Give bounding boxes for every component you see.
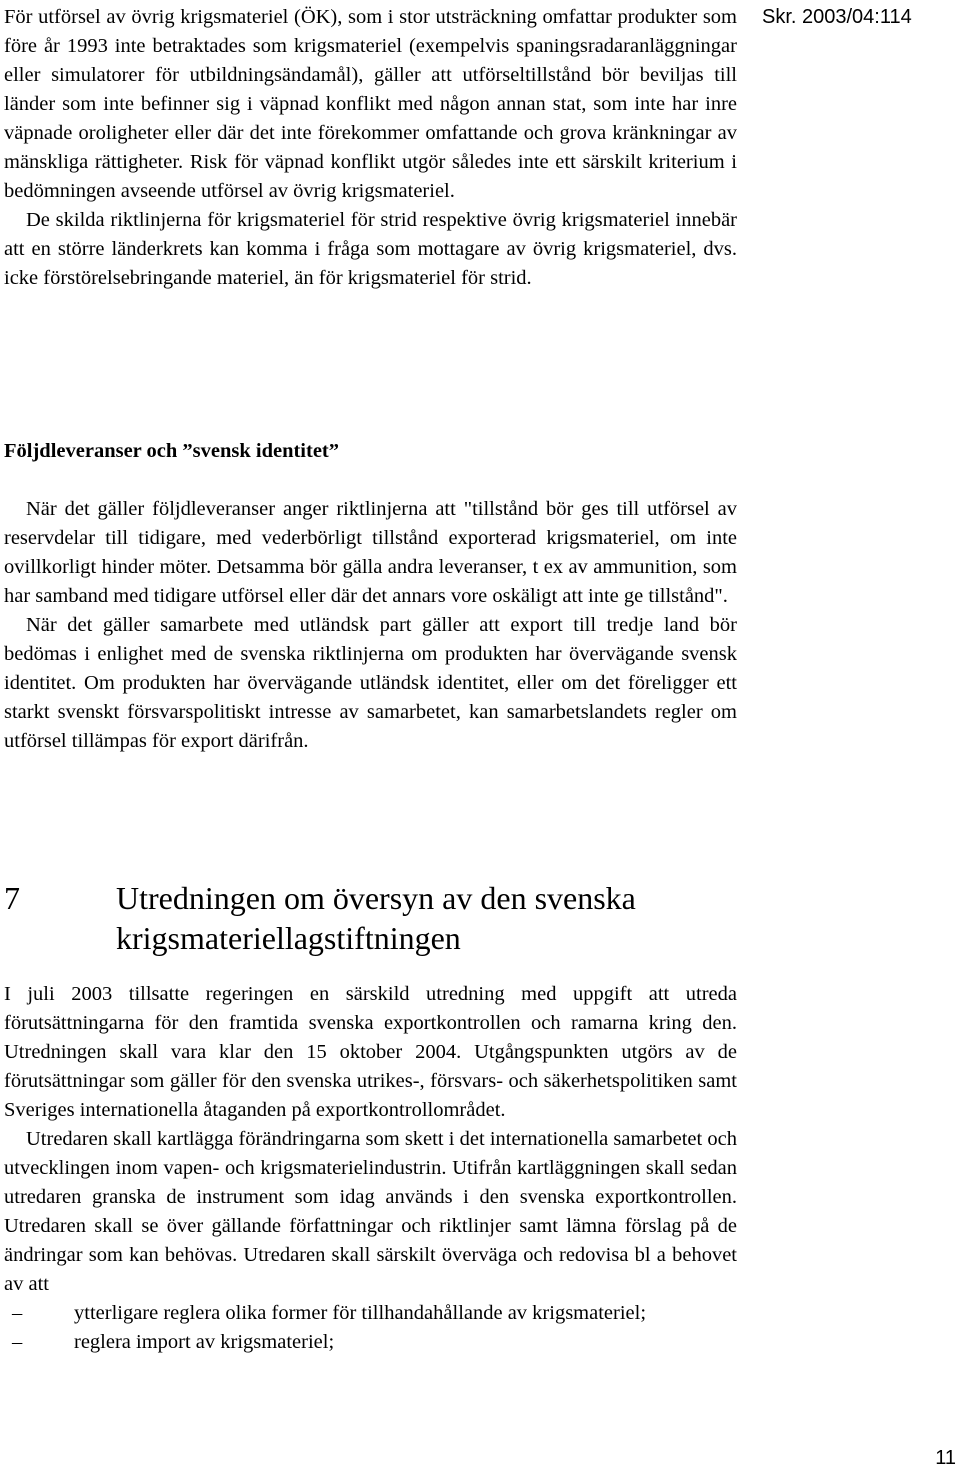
list-item: [4, 1328, 737, 1357]
chapter-number: 7: [4, 880, 20, 916]
section-follow-up-deliveries: [4, 437, 737, 756]
dash-bullet-icon: –: [12, 1302, 23, 1324]
document-reference: Skr. 2003/04:114: [762, 6, 912, 28]
paragraph-ok-criteria: För utförsel av övrig krigsmateriel (ÖK), som i stor utsträckning omfattar produkter som före år 1993 inte betraktades som krigsmateriel (exempelvis spaningsradaranläggningar eller simulatorer för utbildningsändamål), gäller att utförseltillstånd bör beviljas till länder som inte befinner sig i väpnad konflikt med någon annan stat, som inte har inre väpnade oroligheter eller där det inte förekommer omfattande och grova kränkningar av mänskliga rättigheter. Risk för väpnad konflikt utgör således inte ett särskilt kriterium i bedömningen avseende utförsel av övrig krigsmateriel.: [4, 6, 737, 202]
list-item-text: reglera import av krigsmateriel;: [74, 1331, 335, 1353]
chapter-heading: [4, 878, 737, 958]
section-inquiry: [4, 980, 737, 1357]
page-number: 11: [935, 1447, 956, 1469]
section-export-ok: [4, 3, 737, 293]
paragraph-swedish-identity: När det gäller samarbete med utländsk part gäller att export till tredje land bör bedömas i enlighet med de svenska riktlinjerna om produkten har övervägande svensk identitet. Om produkten har övervägande utländsk identitet, eller om det föreligger ett starkt svenskt försvarspolitiskt intresse av samarbetet, kan samarbetslandets regler om utförsel tillämpas för export därifrån.: [4, 614, 737, 752]
task-list: [4, 1299, 737, 1357]
chapter-title: Utredningen om översyn av den svenska krigsmateriellagstiftningen: [116, 880, 636, 956]
list-item-text: ytterligare reglera olika former för tillhandahållande av krigsmateriel;: [74, 1302, 647, 1324]
section-heading: Följdleveranser och ”svensk identitet”: [4, 440, 339, 462]
paragraph-follow-up-deliveries: När det gäller följdleveranser anger riktlinjerna att "tillstånd bör ges till utförsel av reservdelar till tidigare, med vederbörligt tillstånd exporterad krigsmateriel, om inte ovillkorligt hinder möter. Detsamma bör gälla andra leveranser, t ex av ammunition, som har samband med tidigare utförsel eller där det annars vore oskäligt att inte ge tillstånd".: [4, 498, 737, 607]
paragraph-separate-guidelines: De skilda riktlinjerna för krigsmateriel för strid respektive övrig krigsmateriel innebär att en större länderkrets kan komma i fråga som mottagare av övrig krigsmateriel, dvs. icke förstörelsebringande materiel, än för krigsmateriel för strid.: [4, 209, 737, 289]
dash-bullet-icon: –: [12, 1331, 23, 1353]
paragraph-inquiry-tasks: Utredaren skall kartlägga förändringarna som skett i det internationella samarbetet och utvecklingen inom vapen- och krigsmaterielindustrin. Utifrån kartläggningen skall sedan utredaren granska de instrument som idag används i den svenska exportkontrollen. Utredaren skall se över gällande författningar och riktlinjer samt lämna förslag på de ändringar som kan behövas. Utredaren skall särskilt överväga och redovisa bl a behovet av att: [4, 1128, 737, 1295]
list-item: [4, 1299, 737, 1328]
paragraph-inquiry-appointed: I juli 2003 tillsatte regeringen en särskild utredning med uppgift att utreda förutsättningarna för den framtida svenska exportkontrollen och ramarna kring den. Utredningen skall vara klar den 15 oktober 2004. Utgångspunkten utgörs av de förutsättningar som gäller för den svenska utrikes-, försvars- och säkerhetspolitiken samt Sveriges internationella åtaganden på exportkontrollområdet.: [4, 983, 737, 1121]
